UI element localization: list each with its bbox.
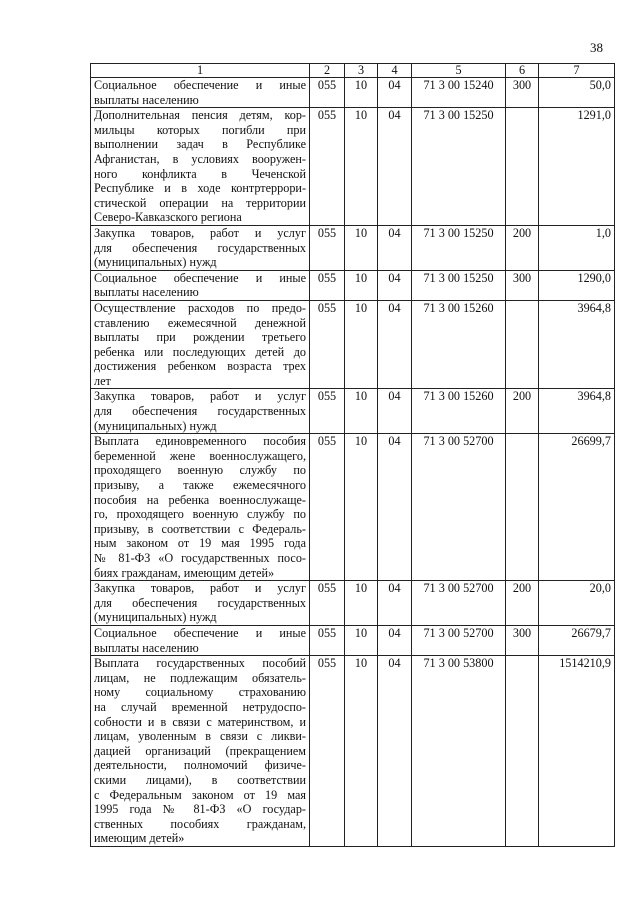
- description-line: для обеспечения государственных: [94, 595, 306, 610]
- subsection-code: 04: [378, 78, 412, 108]
- row-description: [91, 225, 310, 270]
- section-code: 10: [345, 78, 378, 108]
- description-line: мильцы которых погибли при: [94, 122, 306, 137]
- expense-type-code: [506, 108, 539, 226]
- target-article-code: 71 3 00 15260: [412, 389, 506, 434]
- description-line: ным законом от 19 мая 1995 года: [94, 536, 306, 551]
- header-cell: 3: [345, 64, 378, 78]
- department-code: 055: [310, 434, 345, 581]
- description-line: (муниципальных) нужд: [94, 610, 217, 625]
- row-description: [91, 434, 310, 581]
- table-row: [91, 389, 615, 434]
- description-line: для обеспечения государственных: [94, 240, 306, 255]
- description-line: биях гражданам, имеющим детей»: [94, 565, 275, 580]
- header-cell: 2: [310, 64, 345, 78]
- subsection-code: 04: [378, 108, 412, 226]
- amount-value: 26699,7: [539, 434, 615, 581]
- description-line: го, проходящего военную службу по: [94, 507, 306, 522]
- page-number: 38: [590, 40, 603, 55]
- row-description: [91, 656, 310, 847]
- description-line: Социальное обеспечение и иные: [94, 270, 306, 285]
- table-row: [91, 625, 615, 655]
- description-line: Республике и в ходе контртеррори-: [94, 181, 306, 196]
- expense-type-code: 300: [506, 625, 539, 655]
- row-description: [91, 625, 310, 655]
- description-line: Закупка товаров, работ и услуг: [94, 225, 306, 240]
- description-line: ному социальному страхованию: [94, 685, 306, 700]
- description-line: призыву, в соответствии с Федераль-: [94, 521, 306, 536]
- department-code: 055: [310, 108, 345, 226]
- description-line: пособия на ребенка военнослужаще-: [94, 492, 306, 507]
- row-description: [91, 270, 310, 300]
- section-code: 10: [345, 656, 378, 847]
- description-line: ственных пособиях гражданам,: [94, 816, 306, 831]
- row-description: [91, 108, 310, 226]
- row-description: [91, 581, 310, 626]
- description-line: Закупка товаров, работ и услуг: [94, 581, 306, 596]
- table-row: [91, 656, 615, 847]
- expense-type-code: 200: [506, 225, 539, 270]
- table-row: [91, 78, 615, 108]
- description-line: выплаты при рождении третьего: [94, 330, 306, 345]
- description-line: выплаты населению: [94, 92, 199, 107]
- target-article-code: 71 3 00 15240: [412, 78, 506, 108]
- subsection-code: 04: [378, 656, 412, 847]
- description-line: ставлению ежемесячной денежной: [94, 315, 306, 330]
- description-line: беременной жене военнослужащего,: [94, 448, 306, 463]
- row-description: [91, 300, 310, 389]
- department-code: 055: [310, 656, 345, 847]
- amount-value: 26679,7: [539, 625, 615, 655]
- amount-value: 3964,8: [539, 300, 615, 389]
- target-article-code: 71 3 00 15250: [412, 270, 506, 300]
- section-code: 10: [345, 581, 378, 626]
- subsection-code: 04: [378, 581, 412, 626]
- amount-value: 20,0: [539, 581, 615, 626]
- description-line: Выплата единовременного пособия: [94, 434, 306, 449]
- section-code: 10: [345, 108, 378, 226]
- description-line: имеющим детей»: [94, 831, 185, 846]
- subsection-code: 04: [378, 389, 412, 434]
- header-cell: 5: [412, 64, 506, 78]
- table-row: [91, 300, 615, 389]
- subsection-code: 04: [378, 270, 412, 300]
- department-code: 055: [310, 78, 345, 108]
- description-line: деятельности, полномочий физиче-: [94, 758, 306, 773]
- description-line: стической операции на территории: [94, 195, 306, 210]
- department-code: 055: [310, 389, 345, 434]
- amount-value: 1514210,9: [539, 656, 615, 847]
- description-line: ного конфликта в Чеченской: [94, 166, 306, 181]
- amount-value: 1,0: [539, 225, 615, 270]
- department-code: 055: [310, 625, 345, 655]
- description-line: лицам, не подлежащим обязатель-: [94, 670, 306, 685]
- expense-type-code: [506, 434, 539, 581]
- description-line: скими лицами), в соответствии: [94, 772, 306, 787]
- target-article-code: 71 3 00 52700: [412, 581, 506, 626]
- row-description: [91, 78, 310, 108]
- description-line: № 81-ФЗ «О государственных посо-: [94, 551, 306, 565]
- description-line: лицам, уволенным в связи с ликви-: [94, 729, 306, 744]
- description-line: выплаты населению: [94, 640, 199, 655]
- department-code: 055: [310, 581, 345, 626]
- description-line: выполнении задач в Республике: [94, 137, 306, 152]
- description-line: выплаты населению: [94, 285, 199, 300]
- description-line: на случай временной нетрудоспо-: [94, 699, 306, 714]
- description-line: собности и в связи с материнством, и: [94, 714, 306, 729]
- section-code: 10: [345, 270, 378, 300]
- description-line: Северо-Кавказского региона: [94, 210, 242, 225]
- description-line: с Федеральным законом от 19 мая: [94, 787, 306, 802]
- section-code: 10: [345, 300, 378, 389]
- section-code: 10: [345, 625, 378, 655]
- expense-type-code: [506, 656, 539, 847]
- table-body: [91, 78, 615, 847]
- description-line: Дополнительная пенсия детям, кор-: [94, 108, 306, 123]
- target-article-code: 71 3 00 52700: [412, 434, 506, 581]
- department-code: 055: [310, 300, 345, 389]
- department-code: 055: [310, 225, 345, 270]
- subsection-code: 04: [378, 300, 412, 389]
- description-line: ребенка или последующих детей до: [94, 344, 306, 359]
- table-row: [91, 270, 615, 300]
- department-code: 055: [310, 270, 345, 300]
- section-code: 10: [345, 434, 378, 581]
- row-description: [91, 389, 310, 434]
- description-line: Закупка товаров, работ и услуг: [94, 389, 306, 404]
- table-row: [91, 581, 615, 626]
- description-line: призыву, а также ежемесячного: [94, 478, 306, 493]
- description-line: Социальное обеспечение и иные: [94, 625, 306, 640]
- subsection-code: 04: [378, 225, 412, 270]
- subsection-code: 04: [378, 434, 412, 581]
- header-cell: 6: [506, 64, 539, 78]
- description-line: Осуществление расходов по предо-: [94, 300, 306, 315]
- table-row: [91, 434, 615, 581]
- target-article-code: 71 3 00 52700: [412, 625, 506, 655]
- header-row: [91, 64, 615, 78]
- description-line: (муниципальных) нужд: [94, 255, 217, 270]
- description-line: Афганистан, в условиях вооружен-: [94, 151, 306, 166]
- expense-type-code: 200: [506, 389, 539, 434]
- description-line: Выплата государственных пособий: [94, 656, 306, 671]
- target-article-code: 71 3 00 15250: [412, 108, 506, 226]
- subsection-code: 04: [378, 625, 412, 655]
- amount-value: 50,0: [539, 78, 615, 108]
- expense-type-code: 300: [506, 270, 539, 300]
- target-article-code: 71 3 00 15260: [412, 300, 506, 389]
- target-article-code: 71 3 00 15250: [412, 225, 506, 270]
- description-line: проходящего военную службу по: [94, 463, 306, 478]
- description-line: 1995 года № 81-ФЗ «О государ-: [94, 802, 306, 817]
- description-line: лет: [94, 373, 111, 388]
- amount-value: 3964,8: [539, 389, 615, 434]
- header-cell: 4: [378, 64, 412, 78]
- expense-type-code: 300: [506, 78, 539, 108]
- description-line: для обеспечения государственных: [94, 404, 306, 419]
- amount-value: 1291,0: [539, 108, 615, 226]
- description-line: дацией организаций (прекращением: [94, 743, 306, 758]
- amount-value: 1290,0: [539, 270, 615, 300]
- target-article-code: 71 3 00 53800: [412, 656, 506, 847]
- section-code: 10: [345, 389, 378, 434]
- description-line: Социальное обеспечение и иные: [94, 78, 306, 92]
- expense-type-code: [506, 300, 539, 389]
- section-code: 10: [345, 225, 378, 270]
- header-cell: 1: [91, 64, 310, 78]
- budget-table: [90, 63, 615, 847]
- description-line: (муниципальных) нужд: [94, 418, 217, 433]
- table-row: [91, 225, 615, 270]
- table-row: [91, 108, 615, 226]
- expense-type-code: 200: [506, 581, 539, 626]
- header-cell: 7: [539, 64, 615, 78]
- description-line: достижения ребенком возраста трех: [94, 359, 306, 374]
